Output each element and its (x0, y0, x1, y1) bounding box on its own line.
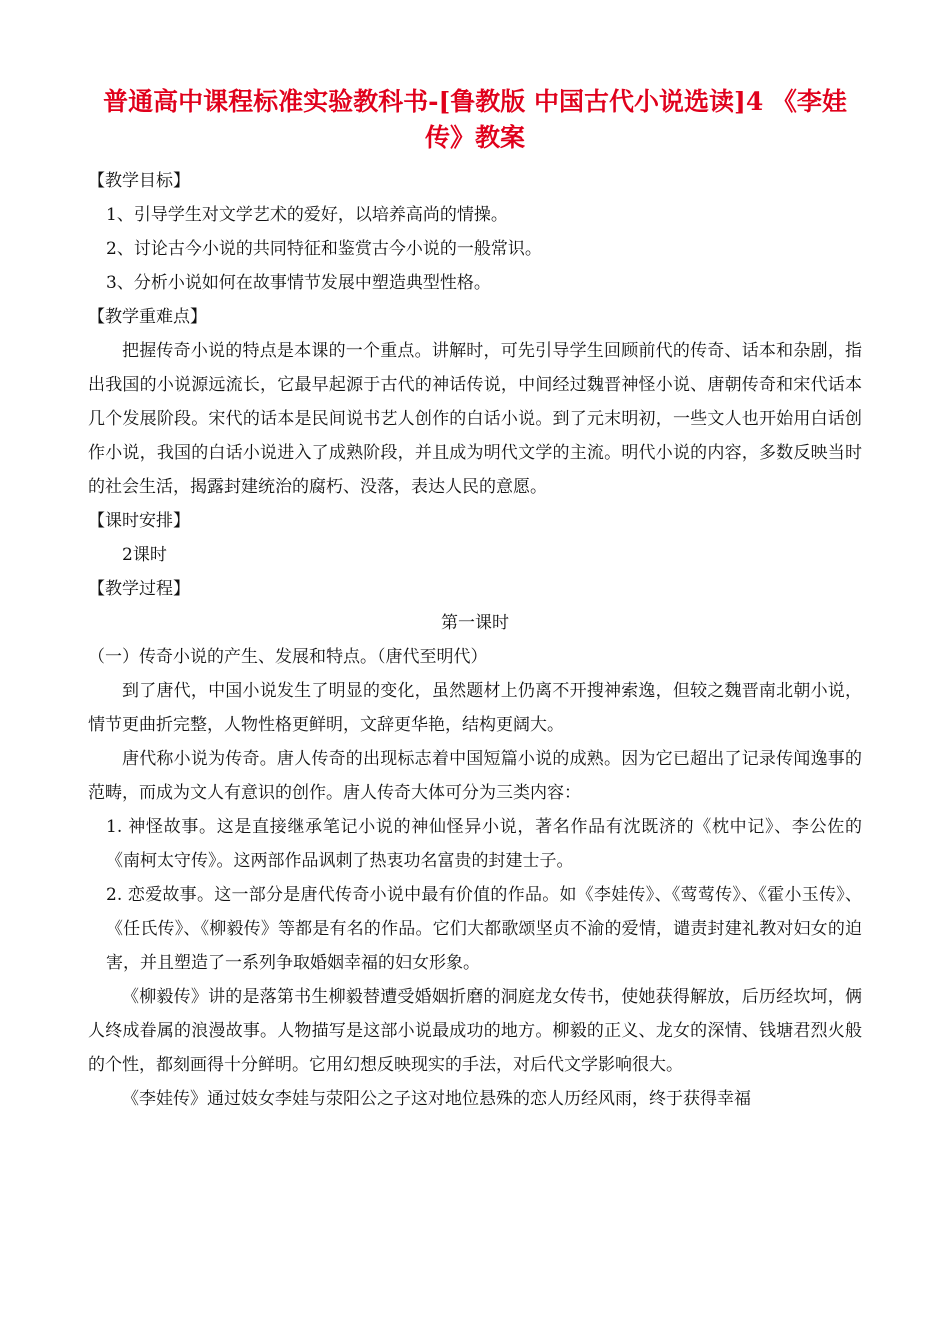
schedule-heading: 【课时安排】 (88, 511, 190, 531)
paragraph-tang-change: 到了唐代，中国小说发生了明显的变化，虽然题材上仍离不开搜神索逸，但较之魏晋南北朝小说，情节更曲折完整，人物性格更鲜明，文辞更华艳，结构更阔大。 (88, 681, 862, 735)
paragraph-chuanqi: 唐代称小说为传奇。唐人传奇的出现标志着中国短篇小说的成熟。因为它已超出了记录传闻逸事的范畴，而成为文人有意识的创作。唐人传奇大体可分为三类内容： (88, 749, 862, 803)
key-points-heading: 【教学重难点】 (88, 307, 207, 327)
list-item-lianai: 2. 恋爱故事。这一部分是唐代传奇小说中最有价值的作品。如《李娃传》、《莺莺传》、《霍小玉传》、《任氏传》、《柳毅传》等都是有名的作品。它们大都歌颂坚贞不渝的爱情，谴责封建礼教对妇女的迫害，并且塑造了一系列争取婚姻幸福的妇女形象。 (106, 885, 862, 973)
key-points-paragraph: 把握传奇小说的特点是本课的一个重点。讲解时，可先引导学生回顾前代的传奇、话本和杂剧，指出我国的小说源远流长，它最早起源于古代的神话传说，中间经过魏晋神怪小说、唐朝传奇和宋代话本几个发展阶段。宋代的话本是民间说书艺人创作的白话小说。到了元末明初，一些文人也开始用白话创作小说，我国的白话小说进入了成熟阶段，并且成为明代文学的主流。明代小说的内容，多数反映当时的社会生活，揭露封建统治的腐朽、没落，表达人民的意愿。 (88, 341, 862, 497)
schedule-text: 2课时 (122, 545, 167, 565)
lesson-title: 第一课时 (441, 613, 509, 633)
part1-heading: （一）传奇小说的产生、发展和特点。（唐代至明代） (88, 647, 488, 667)
goal-item-3: 3、分析小说如何在故事情节发展中塑造典型性格。 (106, 273, 491, 293)
list-item-shenguai: 1. 神怪故事。这是直接继承笔记小说的神仙怪异小说，著名作品有沈既济的《枕中记》、李公佐的《南柯太守传》。这两部作品讽刺了热衷功名富贵的封建士子。 (106, 817, 862, 871)
document-title: 普通高中课程标准实验教科书-[鲁教版 中国古代小说选读]4 《李娃传》教案 (103, 87, 847, 152)
goal-item-1: 1、引导学生对文学艺术的爱好，以培养高尚的情操。 (106, 205, 508, 225)
paragraph-liuyi: 《柳毅传》讲的是落第书生柳毅替遭受婚姻折磨的洞庭龙女传书，使她获得解放，后历经坎坷，俩人终成眷属的浪漫故事。人物描写是这部小说最成功的地方。柳毅的正义、龙女的深情、钱塘君烈火般的个性，都刻画得十分鲜明。它用幻想反映现实的手法，对后代文学影响很大。 (88, 987, 862, 1075)
goal-item-2: 2、讨论古今小说的共同特征和鉴赏古今小说的一般常识。 (106, 239, 542, 259)
process-heading: 【教学过程】 (88, 579, 190, 599)
paragraph-liwa: 《李娃传》通过妓女李娃与荥阳公之子这对地位悬殊的恋人历经风雨，终于获得幸福 (122, 1089, 751, 1109)
goals-heading: 【教学目标】 (88, 171, 190, 191)
